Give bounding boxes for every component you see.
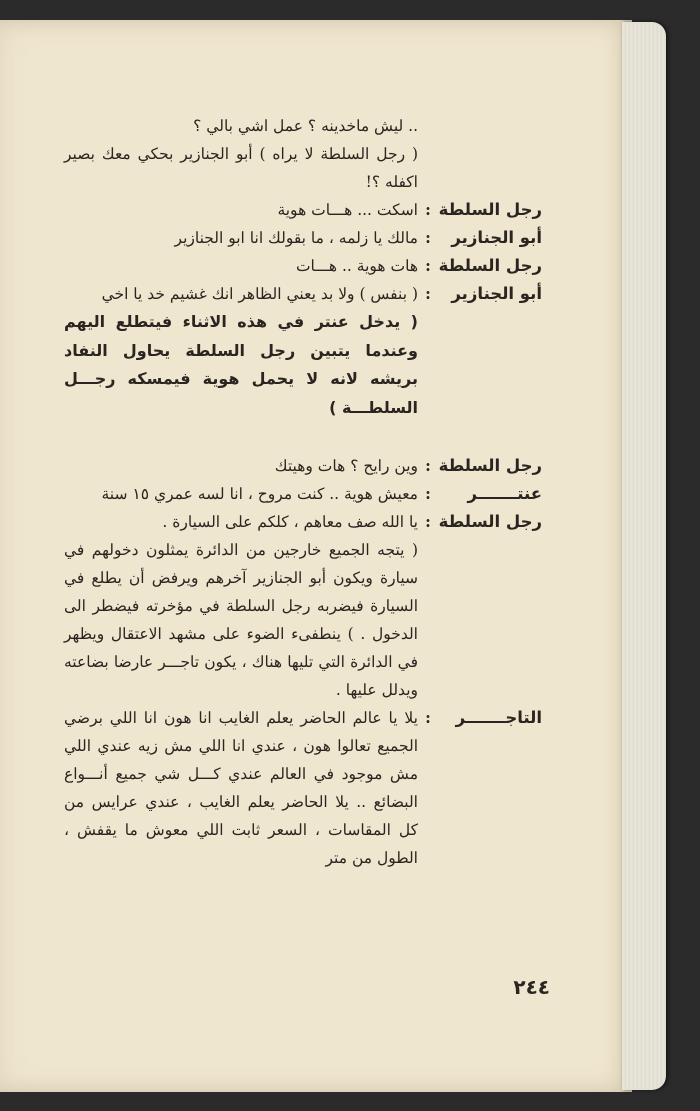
dialogue-entry	[64, 452, 542, 480]
speaker-name: عنتـــــــر	[467, 484, 542, 503]
speech-text: .. ليش ماخدينه ؟ عمل اشي بالي ؟	[193, 117, 418, 135]
colon: :	[425, 456, 431, 475]
speech-text: معيش هوية .. كنت مروح ، انا لسه عمري ١٥ سنة	[101, 485, 418, 503]
colon: :	[425, 284, 431, 303]
dialogue-entry	[64, 480, 542, 508]
stage-direction: ( يدخل عنتر في هذه الاثناء فيتطلع اليهم وعندما يتبين رجل السلطة يحاول النفاد بريشه لانه لا يحمل هوية فيمسكه رجـــل السلطـــة )	[64, 312, 418, 417]
dialogue-entry	[64, 224, 542, 252]
speech-text: مالك يا زلمه ، ما بقولك انا ابو الجنازير	[174, 229, 418, 247]
speaker-name: أبو الجنازير	[451, 284, 542, 303]
page-edges	[622, 22, 666, 1090]
colon: :	[425, 512, 431, 531]
speech-text: يا الله صف معاهم ، كلكم على السيارة .	[162, 513, 418, 531]
stage-direction: ( يتجه الجميع خارجين من الدائرة يمثلون دخولهم في سيارة ويكون أبو الجنازير آخرهم ويرفض أن يطلع في السيارة فيضربه رجل السلطة في مؤخرته فيضطر الى الدخول . ) ينطفىء الضوء على مشهد الاعتقال ويظهر في الدائرة التي تليها هناك ، يكون تاجـــر عارضا بضاعته ويدلل عليها .	[64, 541, 418, 699]
dialogue-entry	[64, 196, 542, 224]
dialogue-entry	[64, 252, 542, 280]
line-top-1	[64, 112, 542, 140]
speech-text: وين رايح ؟ هات وهيتك	[274, 457, 418, 475]
speech-text: اسكت ... هـــات هوية	[277, 201, 418, 219]
colon: :	[425, 708, 431, 727]
dialogue-entry	[64, 280, 542, 308]
speaker-name: التاجـــــــر	[455, 708, 542, 727]
speaker-name: أبو الجنازير	[451, 228, 542, 247]
page-text	[64, 112, 542, 872]
dialogue-entry	[64, 508, 542, 536]
colon: :	[425, 256, 431, 275]
colon: :	[425, 228, 431, 247]
colon: :	[425, 200, 431, 219]
speech-text: ( بنفس ) ولا بد يعني الظاهر انك غشيم خد يا اخي	[101, 285, 418, 303]
speaker-name: رجل السلطة	[438, 256, 542, 275]
speaker-name: رجل السلطة	[438, 200, 542, 219]
speaker-name: رجل السلطة	[438, 512, 542, 531]
speech-text: يلا يا عالم الحاضر يعلم الغايب انا هون انا اللي برضي الجميع تعالوا هون ، عندي انا اللي مش زيه عندي اللي مش موجود في العالم عندي كـــل شي جميع أنـــواع البضائع .. يلا الحاضر يعلم الغايب ، عندي عرايس من كل المقاسات ، السعر ثابت اللي معوش ما يقفش ، الطول من متر	[64, 709, 418, 867]
dialogue-entry	[64, 704, 542, 872]
speaker-name: رجل السلطة	[438, 456, 542, 475]
speech-text: ( رجل السلطة لا يراه ) أبو الجنازير بحكي معك بصير اكفله ؟!	[64, 145, 418, 191]
colon: :	[425, 484, 431, 503]
page-number: ٢٤٤	[513, 975, 550, 999]
line-top-2	[64, 140, 542, 196]
speech-text: هات هوية .. هـــات	[295, 257, 418, 275]
